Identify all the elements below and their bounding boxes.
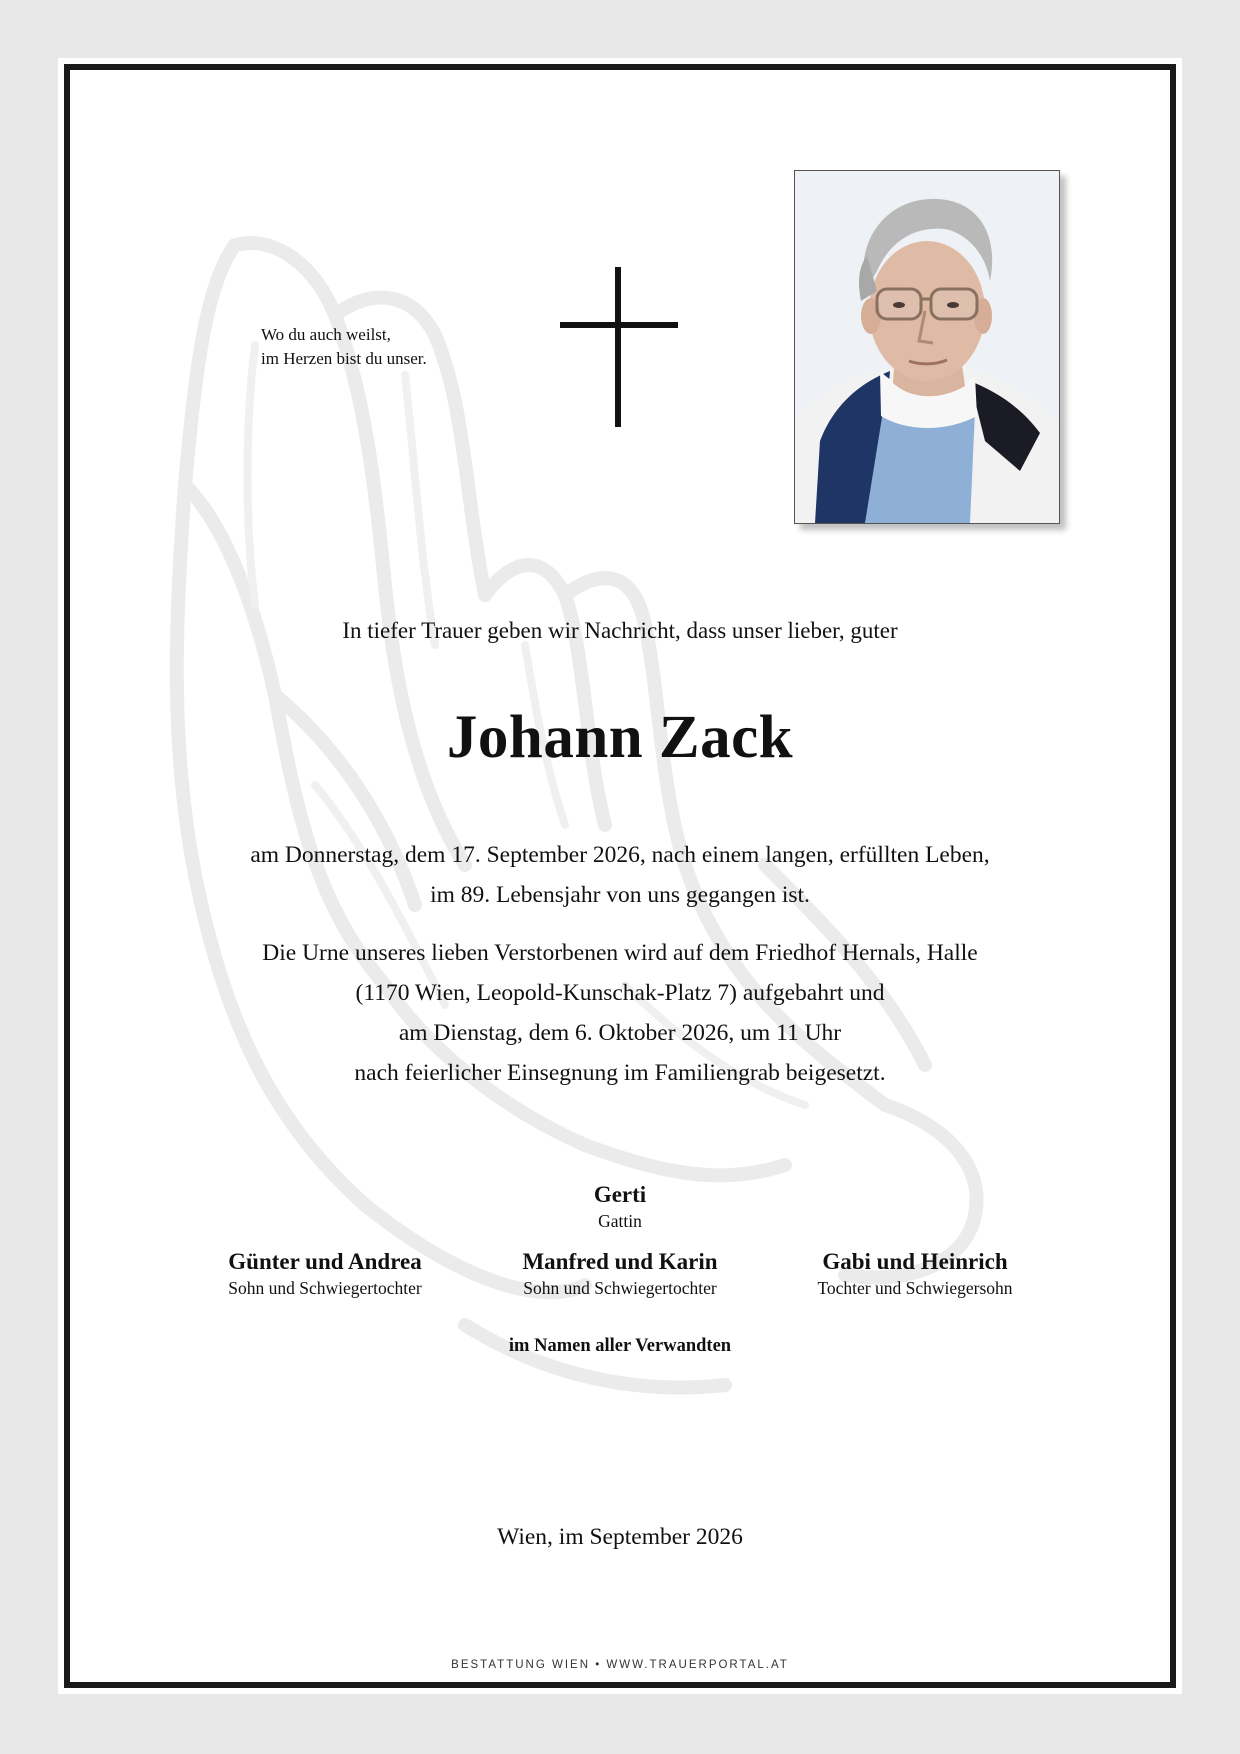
mourner-child xyxy=(755,1248,1075,1300)
portrait-illustration xyxy=(795,171,1059,523)
portrait-photo xyxy=(794,170,1060,524)
text-line: Die Urne unseres lieben Verstorbenen wird auf dem Friedhof Hernals, Halle xyxy=(262,940,978,966)
mourner-relation: Sohn und Schwiegertochter xyxy=(523,1278,717,1298)
mourner-name: Günter und Andrea xyxy=(228,1249,422,1274)
cross-icon xyxy=(560,267,678,427)
mourner-relation: Tochter und Schwiegersohn xyxy=(817,1278,1013,1298)
relatives-closing: im Namen aller Verwandten xyxy=(508,1336,732,1356)
text-line: am Donnerstag, dem 17. September 2026, nach einem langen, erfüllten Leben, xyxy=(250,842,990,868)
intro-text: In tiefer Trauer geben wir Nachricht, dass unser lieber, guter xyxy=(342,618,898,643)
mourner-relation: Gattin xyxy=(598,1211,642,1231)
mourner-name: Gerti xyxy=(593,1182,647,1207)
funeral-details-paragraph xyxy=(0,933,1240,1093)
verse-line: Wo du auch weilst, xyxy=(261,325,391,344)
mourner-child xyxy=(165,1248,485,1300)
mourner-relation: Sohn und Schwiegertochter xyxy=(228,1278,422,1298)
text-line: nach feierlicher Einsegnung im Familiengrab beigesetzt. xyxy=(354,1060,886,1086)
deceased-name: Johann Zack xyxy=(446,704,794,771)
verse-line: im Herzen bist du unser. xyxy=(261,349,427,368)
place-date: Wien, im September 2026 xyxy=(497,1524,743,1550)
text-line: am Dienstag, dem 6. Oktober 2026, um 11 Uhr xyxy=(398,1020,842,1046)
publisher-footer: BESTATTUNG WIEN • WWW.TRAUERPORTAL.AT xyxy=(451,1659,789,1671)
mourner-name: Gabi und Heinrich xyxy=(822,1249,1008,1274)
memorial-verse xyxy=(261,323,427,371)
death-notice-paragraph xyxy=(0,835,1240,915)
text-line: im 89. Lebensjahr von uns gegangen ist. xyxy=(430,882,810,908)
text-line: (1170 Wien, Leopold-Kunschak-Platz 7) aufgebahrt und xyxy=(355,980,885,1006)
mourner-child xyxy=(460,1248,780,1300)
mourner-spouse xyxy=(520,1181,720,1233)
mourner-name: Manfred und Karin xyxy=(522,1249,718,1274)
